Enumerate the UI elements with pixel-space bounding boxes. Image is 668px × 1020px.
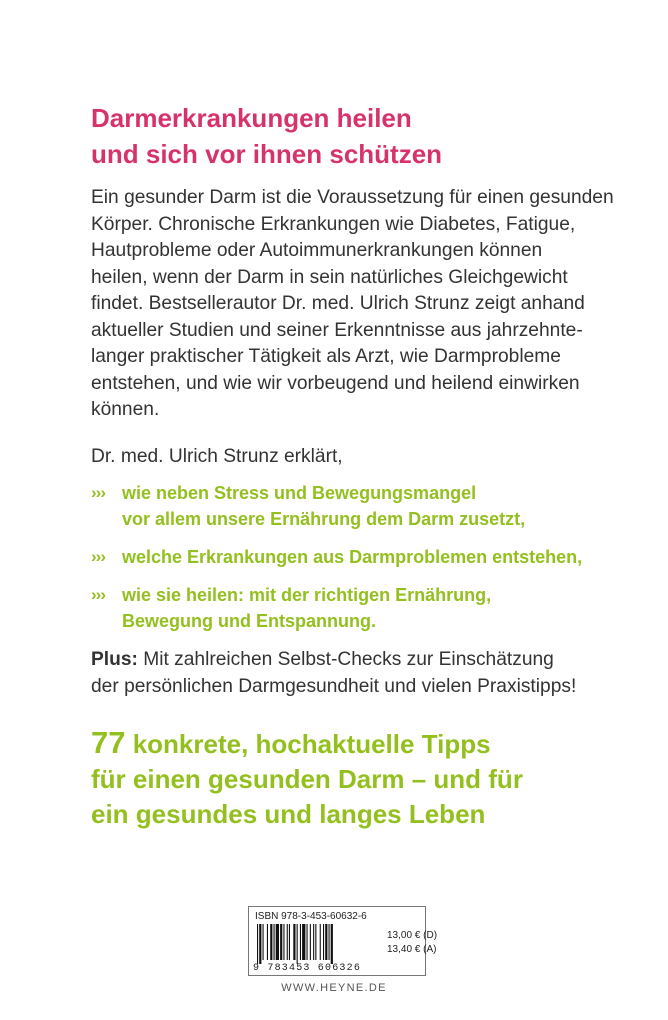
description-line: heilen, wenn der Darm in sein natürliches Gleichgewicht xyxy=(91,266,568,288)
tips-line-1: konkrete, hochaktuelle Tipps xyxy=(125,729,491,759)
headline-line-2: und sich vor ihnen schützen xyxy=(91,139,443,169)
headline-line-1: Darmerkrankungen heilen xyxy=(91,103,412,133)
bullet-line-2: Bewegung und Entspannung. xyxy=(122,611,376,631)
barcode-bar xyxy=(263,924,264,960)
tips-line-3: ein gesundes und langes Leben xyxy=(91,799,486,829)
list-item xyxy=(91,582,611,634)
publisher-website: WWW.HEYNE.DE xyxy=(281,982,387,994)
price-germany: 13,00 € (D) xyxy=(387,930,438,941)
description-line: entstehen, und wie wir vorbeugend und heilend einwirken xyxy=(91,372,580,394)
price-austria: 13,40 € (A) xyxy=(387,944,437,955)
barcode-bar xyxy=(310,924,311,960)
intro-text: Dr. med. Ulrich Strunz erklärt, xyxy=(91,446,343,467)
description-line: Hautprobleme oder Autoimmunerkrankungen können xyxy=(91,240,543,261)
bullet-list xyxy=(91,480,611,646)
barcode-bar xyxy=(331,924,333,964)
barcode-bar xyxy=(274,924,275,960)
barcode-bar xyxy=(280,924,282,960)
bullet-line-1: wie sie heilen: mit der richtigen Ernährung, xyxy=(122,585,492,605)
barcode-bar xyxy=(300,924,301,960)
plus-line-1: Mit zahlreichen Selbst-Checks zur Einschätzung xyxy=(137,649,554,670)
tips-number: 77 xyxy=(91,725,126,760)
isbn-text: ISBN 978-3-453-60632-6 xyxy=(255,911,367,922)
barcode-bar xyxy=(320,924,321,960)
bullet-line-1: welche Erkrankungen aus Darmproblemen entstehen, xyxy=(122,547,583,567)
barcode-bar xyxy=(307,924,308,960)
bullet-line-2: vor allem unsere Ernährung dem Darm zusetzt, xyxy=(122,509,526,529)
barcode-bar xyxy=(287,924,288,960)
barcode-digits: 9 783453 606326 xyxy=(253,963,362,974)
barcode-bar xyxy=(293,924,295,960)
description-line: aktueller Studien und seiner Erkenntnisse aus jahrzehnte- xyxy=(91,319,583,341)
barcode-bar xyxy=(267,924,268,960)
barcode-graphic xyxy=(257,924,381,964)
barcode-bar xyxy=(276,924,279,960)
description-line: findet. Bestsellerautor Dr. med. Ulrich Strunz zeigt anhand xyxy=(91,293,585,314)
barcode-bar xyxy=(315,924,316,960)
barcode-bar xyxy=(259,924,261,964)
tips-line-2: für einen gesunden Darm – und für xyxy=(91,764,523,794)
barcode-bar xyxy=(297,924,298,964)
barcode-bar xyxy=(313,924,314,960)
headline xyxy=(91,100,591,172)
barcode-bar xyxy=(283,924,284,960)
bullet-line-1: wie neben Stress und Bewegungsmangel xyxy=(122,483,477,503)
list-item xyxy=(91,544,611,570)
description-line: Ein gesunder Darm ist die Voraussetzung für einen gesunden xyxy=(91,187,614,208)
chevron-triple-icon: ››› xyxy=(91,585,105,604)
chevron-triple-icon: ››› xyxy=(91,483,105,502)
barcode-bar xyxy=(270,924,272,960)
plus-label: Plus: xyxy=(91,649,138,670)
list-item xyxy=(91,480,611,532)
barcode-bar xyxy=(257,924,258,964)
barcode-bar xyxy=(329,924,330,960)
barcode-bar xyxy=(289,924,290,960)
barcode-bar xyxy=(323,924,324,960)
tips-tagline xyxy=(91,725,611,832)
description-line: können. xyxy=(91,399,160,420)
barcode-label xyxy=(248,906,438,976)
barcode-bar xyxy=(302,924,305,960)
plus-line-2: der persönlichen Darmgesundheit und vielen Praxistipps! xyxy=(91,675,577,697)
chevron-triple-icon: ››› xyxy=(91,547,105,566)
description xyxy=(91,185,614,424)
barcode-bar xyxy=(325,924,327,960)
description-line: langer praktischer Tätigkeit als Arzt, wie Darmprobleme xyxy=(91,346,561,367)
prices xyxy=(387,929,437,957)
description-line: Körper. Chronische Erkrankungen wie Diabetes, Fatigue, xyxy=(91,213,576,235)
plus-note xyxy=(91,647,611,700)
